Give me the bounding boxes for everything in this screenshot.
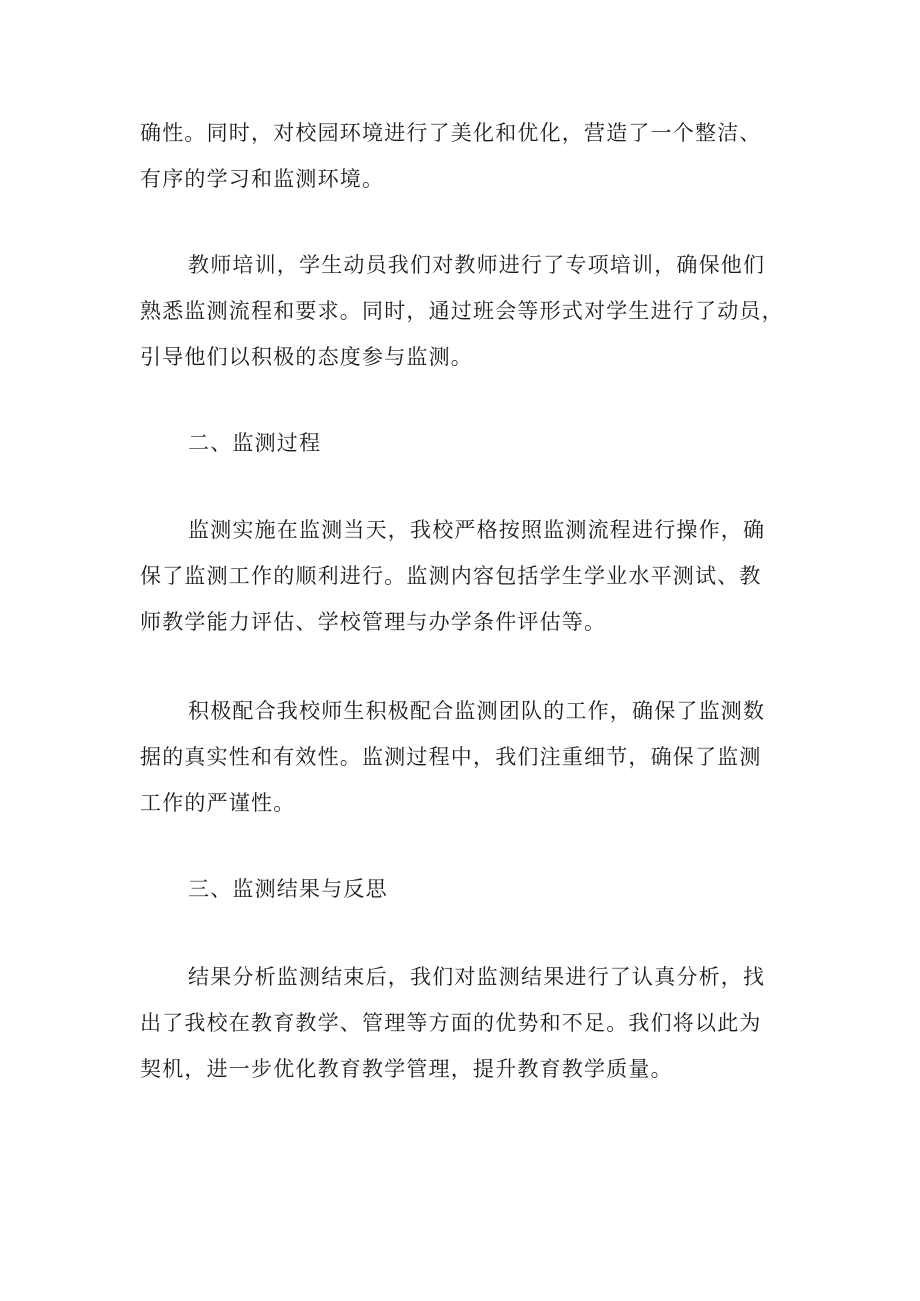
section-heading-monitoring-process xyxy=(140,420,790,466)
paragraph-line: 有序的学习和监测环境。 xyxy=(140,167,385,191)
paragraph-line: 出了我校在教育教学、管理等方面的优势和不足。我们将以此为 xyxy=(140,1011,762,1035)
paragraph-active-cooperation xyxy=(140,688,790,826)
paragraph-line: 师教学能力评估、学校管理与办学条件评估等。 xyxy=(140,610,607,634)
section-heading-text: 二、监测过程 xyxy=(188,431,322,455)
paragraph-line: 结果分析监测结束后，我们对监测结果进行了认真分析，找 xyxy=(188,965,766,989)
section-heading-results-reflection xyxy=(140,866,790,912)
paragraph-line: 教师培训，学生动员我们对教师进行了专项培训，确保他们 xyxy=(188,253,766,277)
section-heading-text: 三、监测结果与反思 xyxy=(188,877,388,901)
paragraph-line: 监测实施在监测当天，我校严格按照监测流程进行操作，确 xyxy=(188,518,766,542)
paragraph-line: 保了监测工作的顺利进行。监测内容包括学生学业水平测试、教 xyxy=(140,564,762,588)
paragraph-line: 据的真实性和有效性。监测过程中，我们注重细节，确保了监测 xyxy=(140,745,762,769)
paragraph-line: 积极配合我校师生积极配合监测团队的工作，确保了监测数 xyxy=(188,699,766,723)
paragraph-results-analysis xyxy=(140,954,790,1092)
paragraph-line: 熟悉监测流程和要求。同时，通过班会等形式对学生进行了动员， xyxy=(140,299,784,323)
paragraph-line: 引导他们以积极的态度参与监测。 xyxy=(140,345,473,369)
paragraph-line: 契机，进一步优化教育教学管理，提升教育教学质量。 xyxy=(140,1057,673,1081)
paragraph-line: 工作的严谨性。 xyxy=(140,791,296,815)
paragraph-teacher-training xyxy=(140,242,790,380)
paragraph-monitoring-implementation xyxy=(140,507,790,645)
paragraph-line: 确性。同时，对校园环境进行了美化和优化，营造了一个整洁、 xyxy=(140,121,762,145)
paragraph-environment xyxy=(140,110,790,202)
